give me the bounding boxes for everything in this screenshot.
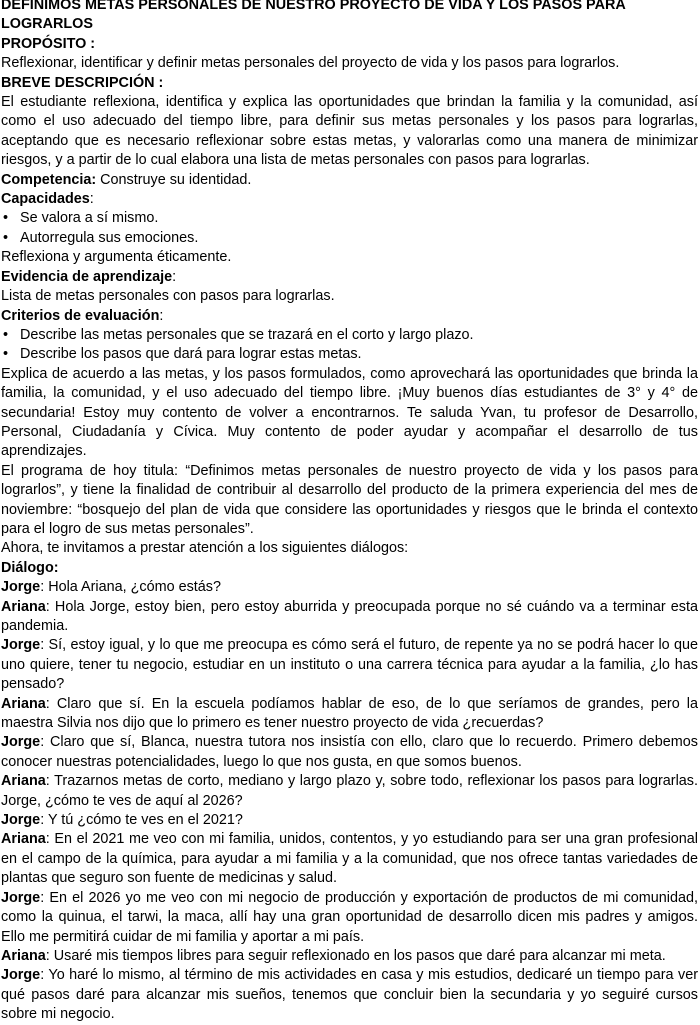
speaker-name: Jorge (1, 967, 41, 984)
dialogue-line: Jorge: Y tú ¿cómo te ves en el 2021? (1, 812, 243, 829)
dialogue-line: Jorge: En el 2026 yo me veo con mi negocio de producción y exportación de productos de mi comunidad, como la quinua, el tarwi, la maca, allí hay una gran oportunidad de desarrollo dicen mis padres y amigos. Ello me permitirá cuidar de mi familia y aportar a mi país. (1, 889, 698, 945)
purpose-heading: PROPÓSITO : (1, 35, 96, 52)
dialogue-line: Ariana: Hola Jorge, estoy bien, pero estoy aburrida y preocupada porque no sé cuándo va a terminar esta pandemia. (1, 598, 698, 634)
speaker-name: Ariana (1, 773, 46, 790)
document-title: DEFINIMOS METAS PERSONALES DE NUESTRO PROYECTO DE VIDA Y LOS PASOS PARA LOGRARLOS (1, 0, 626, 33)
speaker-name: Jorge (1, 734, 41, 751)
dialogue-line: Ariana: Usaré mis tiempos libres para seguir reflexionado en los pasos que daré para alcanzar mi meta. (1, 947, 666, 964)
dialogue-line: Jorge: Sí, estoy igual, y lo que me preocupa es cómo será el futuro, de repente ya no se podrá hacer lo que uno quiere, tener tu negocio, estudiar en un instituto o una carrera técnica para ayudar a la familia, ¿lo has pensado? (1, 637, 698, 693)
speaker-name: Jorge (1, 812, 41, 829)
dialogue-line: Jorge: Claro que sí, Blanca, nuestra tutora nos insistía con ello, claro que lo recuerdo. Primero debemos conocer nuestras potencialidades, luego lo que nos gusta, en que somos buenos. (1, 734, 698, 770)
capacities-list (1, 209, 698, 248)
list-item: • Se valora a sí mismo. (1, 209, 698, 228)
dialogue-line: Ariana: Trazarnos metas de corto, mediano y largo plazo y, sobre todo, reflexionar los pasos para lograrlas. Jorge, ¿cómo te ves de aquí al 2026? (1, 773, 698, 809)
evidence-text: Lista de metas personales con pasos para lograrlas. (1, 288, 335, 305)
list-item: • Autorregula sus emociones. (1, 229, 698, 248)
speaker-name: Ariana (1, 598, 46, 615)
speaker-name: Ariana (1, 947, 46, 964)
speaker-name: Ariana (1, 695, 46, 712)
speaker-name: Jorge (1, 579, 41, 596)
purpose-text: Reflexionar, identificar y definir metas personales del proyecto de vida y los pasos para lograrlos. (1, 55, 620, 72)
dialogue-line: Ariana: Claro que sí. En la escuela podíamos hablar de eso, de lo que seríamos de grandes, pero la maestra Silvia nos dijo que lo primero es tener nuestro proyecto de vida ¿recuerdas? (1, 695, 698, 732)
capacities-after: Reflexiona y argumenta éticamente. (1, 249, 232, 266)
description-text: El estudiante reflexiona, identifica y explica las oportunidades que brindan la familia y la comunidad, así como el uso adecuado del tiempo libre, para definir sus metas personales y los pasos para lograrlas, aceptando que es necesario reflexionar sobre estas metas, y valorarlas como una manera de minimizar riesgos, y a partir de lo cual elabora una lista de metas personales con pasos para lograrlas. (1, 94, 698, 169)
dialogue-heading: Diálogo: (1, 559, 59, 576)
list-item: • Describe los pasos que dará para lograr estas metas. (1, 345, 698, 364)
competence-label: Competencia: (1, 171, 97, 188)
dialogue (1, 578, 698, 1024)
list-item: • Describe las metas personales que se trazará en el corto y largo plazo. (1, 326, 698, 345)
competence-text: Construye su identidad. (96, 171, 252, 188)
criteria-list (1, 326, 698, 365)
capacities-heading: Capacidades: (1, 191, 94, 208)
description-heading: BREVE DESCRIPCIÓN : (1, 74, 164, 91)
speaker-name: Ariana (1, 831, 46, 848)
speaker-name: Jorge (1, 637, 41, 654)
criteria-heading: Criterios de evaluación: (1, 307, 164, 324)
speaker-name: Jorge (1, 889, 41, 906)
intro-paragraph: Explica de acuerdo a las metas, y los pasos formulados, como aprovechará las oportunidades que brinda la familia, la comunidad, y el uso adecuado del tiempo libre. ¡Muy buenos días estudiantes de 3° y 4° de secundaria! Estoy muy contento de volver a encontrarnos. Te saluda Yvan, tu profesor de Desarrollo, Personal, Ciudadanía y Cívica. Muy contento de poder ayudar y acompañar el desarrollo de tus aprendizajes. (1, 365, 698, 460)
dialogue-line: Jorge: Yo haré lo mismo, al término de mis actividades en casa y mis estudios, dedicaré un tiempo para ver qué pasos daré para alcanzar mis sueños, tenemos que concluir bien la secundaria y yo seguiré cursos sobre mi negocio. (1, 967, 698, 1023)
invite-paragraph: Ahora, te invitamos a prestar atención a los siguientes diálogos: (1, 540, 409, 557)
evidence-heading: Evidencia de aprendizaje: (1, 268, 177, 285)
competence-line (1, 171, 698, 190)
dialogue-line: Ariana: En el 2021 me veo con mi familia, unidos, contentos, y yo estudiando para ser una gran profesional en el campo de la química, para ayudar a mi familia y a la comunidad, que nos ofrece tantas variedades de plantas que seguro son fuente de medicinas y salud. (1, 831, 698, 887)
dialogue-line: Jorge: Hola Ariana, ¿cómo estás? (1, 579, 221, 596)
program-paragraph: El programa de hoy titula: “Definimos metas personales de nuestro proyecto de vida y los pasos para lograrlos”, y tiene la finalidad de contribuir al desarrollo del producto de la primera experiencia del mes de noviembre: “bosquejo del plan de vida que considere las oportunidades y riesgos que le brinda el contexto para el logro de sus metas personales”. (1, 462, 698, 537)
